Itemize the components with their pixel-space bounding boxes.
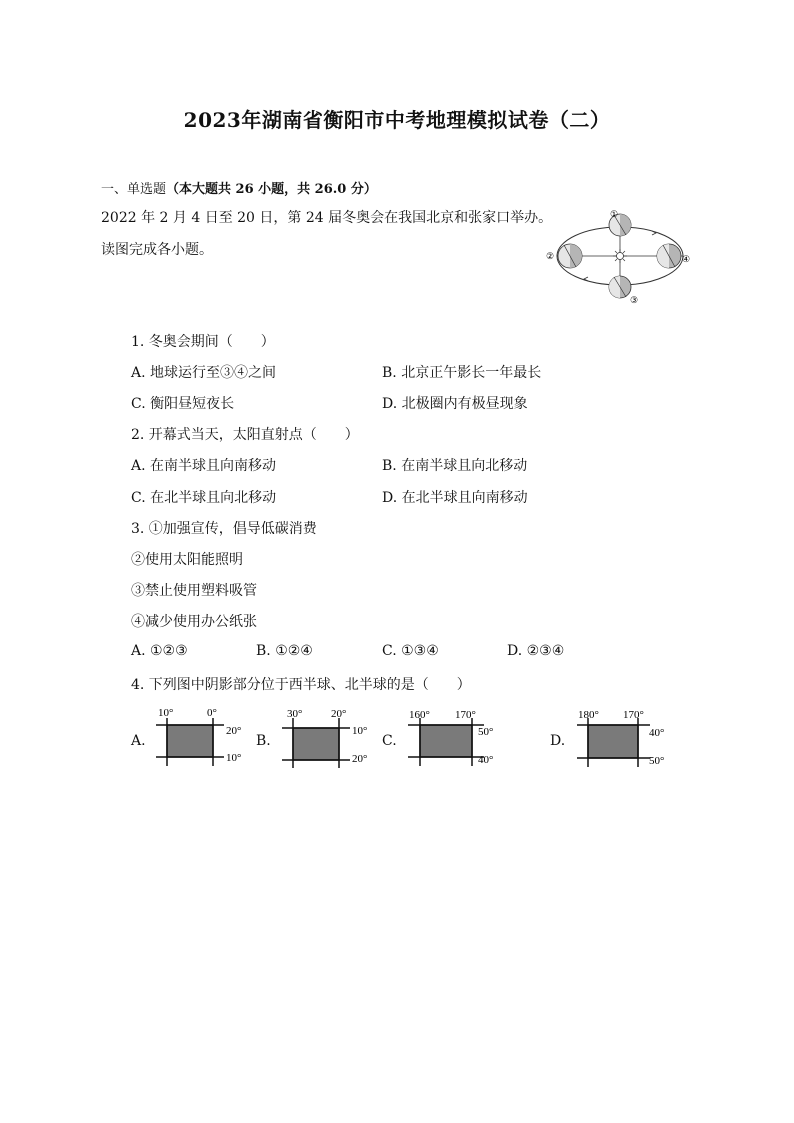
q4-option-c[interactable]: C. <box>382 733 397 749</box>
q3-item-2: ②使用太阳能照明 <box>131 552 243 568</box>
q4-option-d[interactable]: D. <box>550 733 566 749</box>
grid-d-right-top: 40° <box>649 727 665 739</box>
q4-grid-b[interactable] <box>276 704 376 772</box>
globe-bottom-icon <box>609 276 631 298</box>
q3-option-b[interactable]: B. ①②④ <box>256 643 313 659</box>
grid-a-top-left: 10° <box>158 707 174 719</box>
grid-c-right-bottom: 40° <box>478 754 494 766</box>
grid-a-top-right: 0° <box>207 707 217 719</box>
orbit-label-1: ① <box>610 209 619 219</box>
grid-c-top-right: 170° <box>455 709 476 721</box>
grid-d-top-right: 170° <box>623 709 644 721</box>
question-2-stem: 2. 开幕式当天，太阳直射点（ ） <box>131 427 359 443</box>
grid-d-top-left: 180° <box>578 709 599 721</box>
grid-b-top-right: 20° <box>331 708 347 720</box>
section-heading <box>101 178 377 197</box>
q4-grid-a[interactable] <box>150 704 250 772</box>
orbit-label-4: ④ <box>682 254 691 264</box>
q4-option-a[interactable]: A. <box>131 733 146 749</box>
q3-option-c[interactable]: C. ①③④ <box>382 643 439 659</box>
q4-option-b[interactable]: B. <box>256 733 271 749</box>
q3-option-a[interactable]: A. ①②③ <box>131 643 188 659</box>
orbit-label-3: ③ <box>630 295 639 305</box>
q3-option-d[interactable]: D. ②③④ <box>507 643 565 659</box>
q2-option-b[interactable]: B. 在南半球且向北移动 <box>382 458 528 474</box>
question-3-stem: 3. ①加强宣传，倡导低碳消费 <box>131 521 317 537</box>
q3-item-3: ③禁止使用塑料吸管 <box>131 583 257 599</box>
q2-option-c[interactable]: C. 在北半球且向北移动 <box>131 490 277 506</box>
grid-a-right-top: 20° <box>226 725 242 737</box>
q1-option-d[interactable]: D. 北极圈内有极昼现象 <box>382 396 528 412</box>
question-4-stem: 4. 下列图中阴影部分位于西半球、北半球的是（ ） <box>131 677 471 693</box>
sun-icon <box>613 249 627 263</box>
q3-item-4: ④减少使用办公纸张 <box>131 614 257 630</box>
grid-c-top-left: 160° <box>409 709 430 721</box>
globe-right-icon <box>657 244 681 268</box>
question-1-stem: 1. 冬奥会期间（ ） <box>131 334 275 350</box>
intro-line-1: 2022 年 2 月 4 日至 20 日，第 24 届冬奥会在我国北京和张家口举办。 <box>101 210 553 226</box>
globe-left-icon <box>558 244 582 268</box>
grid-b-top-left: 30° <box>287 708 303 720</box>
grid-b-right-bottom: 20° <box>352 753 368 765</box>
grid-c-right-top: 50° <box>478 726 494 738</box>
grid-a-right-bottom: 10° <box>226 752 242 764</box>
intro-line-2: 读图完成各小题。 <box>101 242 213 258</box>
q1-option-c[interactable]: C. 衡阳昼短夜长 <box>131 396 235 412</box>
q1-option-b[interactable]: B. 北京正午影长一年最长 <box>382 365 542 381</box>
q2-option-d[interactable]: D. 在北半球且向南移动 <box>382 490 528 506</box>
q1-option-a[interactable]: A. 地球运行至③④之间 <box>131 365 277 381</box>
grid-b-right-top: 10° <box>352 725 368 737</box>
orbit-label-2: ② <box>546 251 555 261</box>
q4-grid-d[interactable] <box>570 704 680 772</box>
grid-d-right-bottom: 50° <box>649 755 665 767</box>
q2-option-a[interactable]: A. 在南半球且向南移动 <box>131 458 277 474</box>
earth-orbit-figure <box>540 205 698 305</box>
page-title: 2023年湖南省衡阳市中考地理模拟试卷（二） <box>183 108 611 132</box>
q4-grid-c[interactable] <box>400 704 510 772</box>
section-label: 一、单选题 <box>101 182 167 197</box>
section-info: （本大题共 26 小题，共 26.0 分） <box>166 182 377 197</box>
